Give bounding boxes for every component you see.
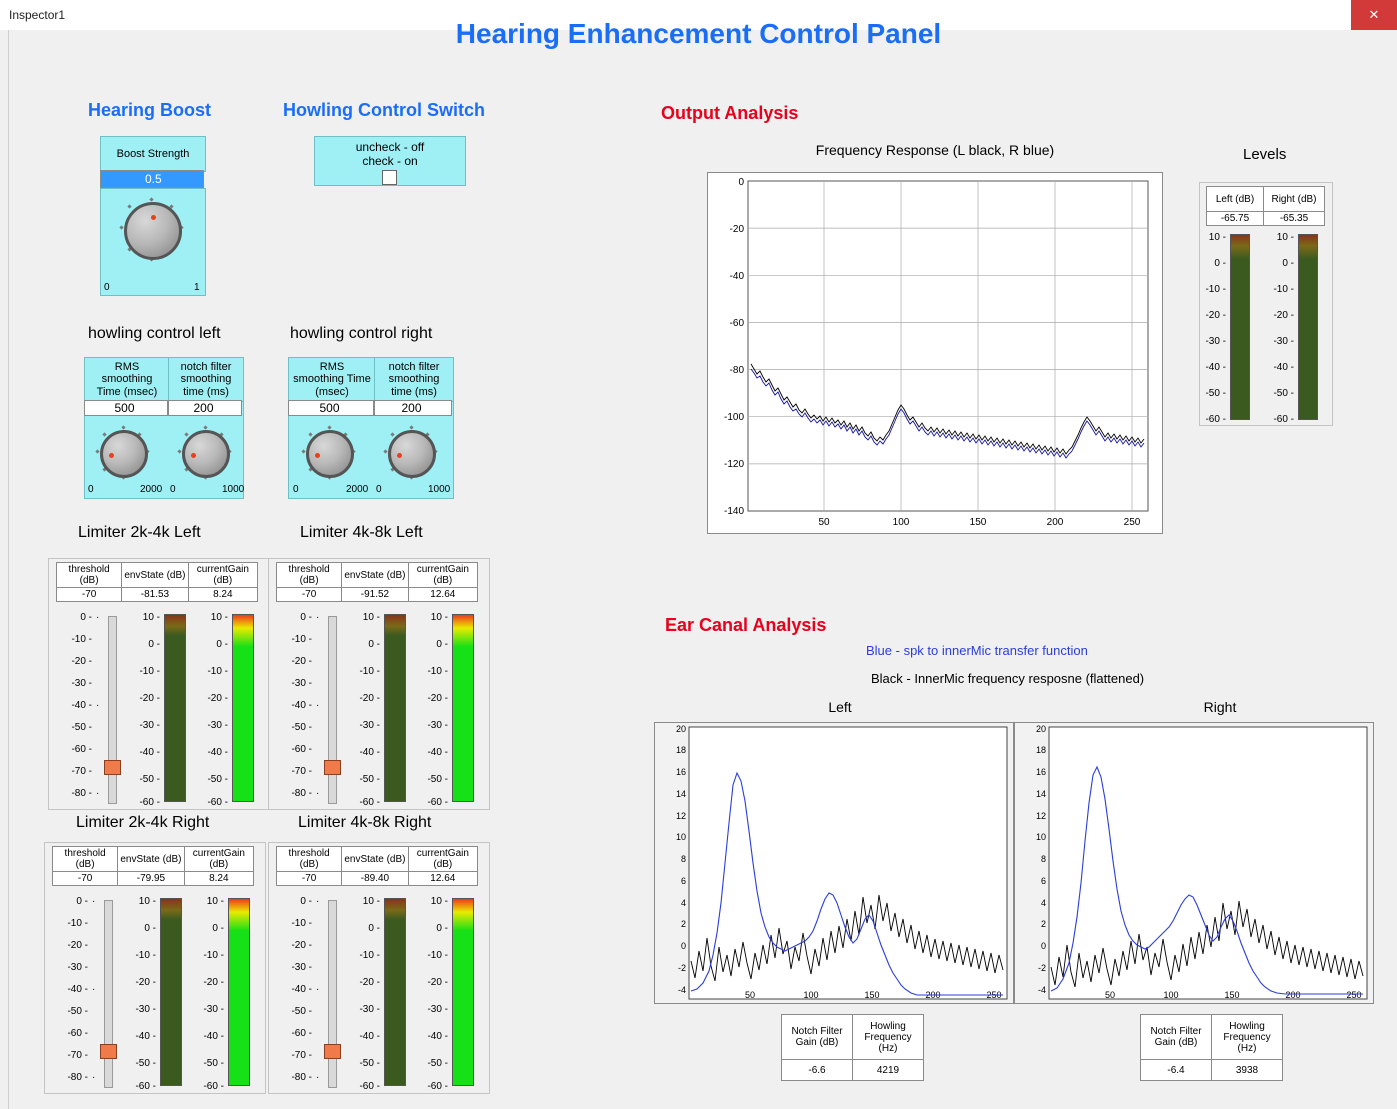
threshold-header: threshold (dB) [53,847,118,872]
envstate-value: -91.52 [342,588,408,602]
notch-right-freq-value: 3938 [1212,1060,1283,1081]
table-row [1207,212,1325,226]
gain-header: currentGain (dB) [408,847,477,872]
limiter-4k8k-left-gain-scale: 10 - 0 - -10 - -20 - -30 - -40 - -50 - -60 - [427,612,448,808]
table-row [277,563,478,588]
envstate-value: -79.95 [118,872,184,886]
howling-right-notch-min: 0 [376,484,382,495]
label-howling-right: howling control right [290,325,433,342]
svg-text:200: 200 [1046,517,1064,528]
limiter-4k8k-right-gain-meter [452,898,474,1086]
section-ear-canal-analysis: Ear Canal Analysis [665,615,827,635]
ear-canal-left-svg [655,723,1013,1003]
page-title: Hearing Enhancement Control Panel [455,18,942,49]
svg-text:16: 16 [675,767,686,777]
svg-text:0: 0 [680,941,686,951]
limiter-4k8k-left-envstate-meter [384,614,406,802]
section-hearing-boost: Hearing Boost [88,100,212,120]
svg-text:18: 18 [1035,745,1046,755]
label-limiter-2k4k-right: Limiter 2k-4k Right [76,814,210,831]
label-limiter-4k8k-left: Limiter 4k-8k Left [300,524,423,541]
notch-left-gain-value: -6.6 [782,1060,853,1081]
howling-left-notch-header [168,357,244,402]
levels-right-header: Right (dB) [1264,187,1325,212]
threshold-header: threshold (dB) [277,563,342,588]
svg-text:16: 16 [1035,767,1046,777]
envstate-header: envState (dB) [118,847,184,872]
limiter-4k8k-left-table [276,562,478,602]
svg-text:50: 50 [1104,990,1116,1000]
howling-switch-line2: check - on [362,154,418,168]
envstate-value: -89.40 [342,872,408,886]
notch-right-freq-header: Howling Frequency (Hz) [1212,1015,1283,1060]
limiter-2k4k-right-envstate-meter [160,898,182,1086]
svg-text:-140: -140 [723,506,744,517]
frequency-response-title: Frequency Response (L black, R blue) [815,142,1055,158]
ear-canal-legend-black: Black - InnerMic frequency resposne (flattened) [871,671,1145,686]
svg-text:-20: -20 [729,224,744,235]
notch-right-table [1140,1014,1283,1081]
notch-right-gain-value: -6.4 [1141,1060,1212,1081]
svg-text:4: 4 [680,898,686,908]
boost-min-label: 0 [104,282,110,293]
limiter-4k8k-left-envstate-scale: 10 - 0 - -10 - -20 - -30 - -40 - -50 - -60 - [359,612,380,808]
table-row [53,872,254,886]
table-row [1141,1015,1283,1060]
levels-left-header: Left (dB) [1207,187,1264,212]
frequency-response-svg [708,173,1162,533]
svg-text:-80: -80 [729,365,744,376]
svg-text:100: 100 [892,517,910,528]
levels-left-meter [1230,234,1250,420]
label-howling-left: howling control left [88,325,221,342]
howling-switch-checkbox[interactable] [382,170,397,185]
boost-strength-header: Boost Strength [100,136,206,172]
svg-text:14: 14 [675,789,686,799]
levels-right-meter [1298,234,1318,420]
limiter-4k8k-right-envstate-scale: 10 - 0 - -10 - -20 - -30 - -40 - -50 - -60 - [359,896,380,1092]
svg-text:2: 2 [680,919,686,929]
threshold-value[interactable]: -70 [277,588,342,602]
howling-right-rms-header-text: RMS smoothing Time (msec) [293,360,371,398]
howling-left-notch-max: 1000 [222,484,245,495]
svg-text:-100: -100 [723,412,744,423]
table-row [277,847,478,872]
envstate-value: -81.53 [122,588,188,602]
howling-right-notch-header-text: notch filter smoothing time (ms) [388,360,440,398]
gain-header: currentGain (dB) [408,563,477,588]
notch-left-freq-value: 4219 [853,1060,924,1081]
howling-left-rms-header [84,357,170,402]
svg-text:250: 250 [1346,990,1362,1000]
svg-text:200: 200 [1285,990,1301,1000]
notch-left-gain-header: Notch Filter Gain (dB) [782,1015,853,1060]
howling-left-rms-max: 2000 [140,484,163,495]
svg-text:10: 10 [1035,832,1046,842]
limiter-2k4k-right-threshold-scale: 0 - -10 - -20 - -30 - -40 - -50 - -60 - -70 - -80 - [67,896,88,1083]
limiter-4k8k-right-gain-scale: 10 - 0 - -10 - -20 - -30 - -40 - -50 - -60 - [427,896,448,1092]
envstate-header: envState (dB) [342,847,408,872]
svg-text:12: 12 [675,811,686,821]
svg-text:-2: -2 [1037,963,1046,973]
svg-text:-2: -2 [677,963,686,973]
gain-header: currentGain (dB) [184,847,253,872]
howling-right-notch-value[interactable]: 200 [374,400,452,416]
svg-text:18: 18 [675,745,686,755]
howling-right-rms-value[interactable]: 500 [288,400,374,416]
threshold-header: threshold (dB) [277,847,342,872]
ear-canal-left-plot [654,722,1014,1004]
label-limiter-2k4k-left: Limiter 2k-4k Left [78,524,201,541]
svg-text:4: 4 [1040,898,1046,908]
gain-header: currentGain (dB) [188,563,257,588]
ear-canal-right-title: Right [1203,699,1237,715]
svg-text:50: 50 [818,517,830,528]
svg-text:0: 0 [738,177,744,188]
svg-text:-60: -60 [729,318,744,329]
limiter-2k4k-right-threshold-thumb[interactable] [100,1044,117,1059]
limiter-4k8k-left-threshold-scale: 0 - -10 - -20 - -30 - -40 - -50 - -60 - -70 - -80 - [291,612,312,799]
ear-canal-right-plot [1014,722,1374,1004]
svg-text:-4: -4 [677,985,686,995]
levels-right-scale: 10 - 0 - -10 - -20 - -30 - -40 - -50 - -60 - [1273,232,1294,425]
svg-text:20: 20 [1035,724,1046,734]
frequency-response-plot [707,172,1163,534]
howling-left-rms-header-text: RMS smoothing Time (msec) [96,360,158,398]
svg-text:100: 100 [803,990,819,1000]
svg-text:8: 8 [1040,854,1046,864]
section-howling-switch: Howling Control Switch [283,100,485,120]
svg-text:250: 250 [986,990,1002,1000]
svg-text:-4: -4 [1037,985,1046,995]
svg-text:-120: -120 [723,459,744,470]
svg-text:2: 2 [1040,919,1046,929]
gain-value: 8.24 [188,588,257,602]
label-levels: Levels [1243,146,1287,163]
levels-left-value: -65.75 [1207,212,1264,226]
limiter-2k4k-right-table [52,846,254,886]
table-row [277,872,478,886]
table-row [57,563,258,588]
howling-right-rms-min: 0 [293,484,299,495]
svg-text:20: 20 [675,724,686,734]
limiter-2k4k-left-threshold-thumb[interactable] [104,760,121,775]
limiter-2k4k-left-table [56,562,258,602]
limiter-2k4k-left-gain-scale: 10 - 0 - -10 - -20 - -30 - -40 - -50 - -60 - [207,612,228,808]
howling-left-notch-value[interactable]: 200 [168,400,242,416]
threshold-header: threshold (dB) [57,563,122,588]
howling-left-rms-value[interactable]: 500 [84,400,168,416]
svg-text:200: 200 [925,990,941,1000]
svg-text:14: 14 [1035,789,1046,799]
svg-text:0: 0 [1040,941,1046,951]
limiter-4k8k-right-envstate-meter [384,898,406,1086]
howling-right-rms-header [288,357,376,402]
svg-text:8: 8 [680,854,686,864]
howling-left-notch-header-text: notch filter smoothing time (ms) [180,360,232,398]
notch-left-table [781,1014,924,1081]
levels-right-value: -65.35 [1264,212,1325,226]
table-row [1207,187,1325,212]
svg-text:10: 10 [675,832,686,842]
gain-value: 12.64 [408,588,477,602]
howling-left-rms-min: 0 [88,484,94,495]
gain-value: 8.24 [184,872,253,886]
ear-canal-legend-blue: Blue - spk to innerMic transfer function [866,643,1088,658]
svg-text:50: 50 [744,990,756,1000]
boost-max-label: 1 [194,282,200,293]
table-row [57,588,258,602]
howling-right-notch-max: 1000 [428,484,451,495]
close-icon[interactable]: ✕ [1351,0,1397,30]
threshold-value[interactable]: -70 [53,872,118,886]
table-row [782,1060,924,1081]
limiter-4k8k-left-threshold-thumb[interactable] [324,760,341,775]
table-row [53,847,254,872]
svg-text:150: 150 [969,517,987,528]
table-row [277,588,478,602]
howling-right-rms-max: 2000 [346,484,369,495]
svg-text:6: 6 [1040,876,1046,886]
limiter-2k4k-right-threshold-track[interactable] [104,900,113,1088]
limiter-4k8k-right-threshold-scale: 0 - -10 - -20 - -30 - -40 - -50 - -60 - -70 - -80 - [291,896,312,1083]
limiter-2k4k-left-threshold-track[interactable] [108,616,117,804]
limiter-2k4k-left-envstate-meter [164,614,186,802]
envstate-header: envState (dB) [122,563,188,588]
limiter-2k4k-right-gain-scale: 10 - 0 - -10 - -20 - -30 - -40 - -50 - -60 - [203,896,224,1092]
section-output-analysis: Output Analysis [661,103,799,123]
limiter-4k8k-right-threshold-track[interactable] [328,900,337,1088]
limiter-2k4k-left-envstate-scale: 10 - 0 - -10 - -20 - -30 - -40 - -50 - -60 - [139,612,160,808]
threshold-value[interactable]: -70 [57,588,122,602]
limiter-4k8k-left-threshold-track[interactable] [328,616,337,804]
limiter-2k4k-right-envstate-scale: 10 - 0 - -10 - -20 - -30 - -40 - -50 - -60 - [135,896,156,1092]
howling-switch-line1: uncheck - off [355,140,425,154]
notch-right-gain-header: Notch Filter Gain (dB) [1141,1015,1212,1060]
levels-table [1206,186,1325,226]
svg-text:250: 250 [1123,517,1141,528]
svg-text:6: 6 [680,876,686,886]
limiter-2k4k-left-threshold-scale: 0 - -10 - -20 - -30 - -40 - -50 - -60 - -70 - -80 - [71,612,92,799]
limiter-4k8k-left-gain-meter [452,614,474,802]
gain-value: 12.64 [408,872,477,886]
limiter-2k4k-left-gain-meter [232,614,254,802]
table-row [782,1015,924,1060]
window-title: Inspector1 [9,8,66,22]
levels-left-scale: 10 - 0 - -10 - -20 - -30 - -40 - -50 - -60 - [1205,232,1226,425]
label-limiter-4k8k-right: Limiter 4k-8k Right [298,814,432,831]
howling-right-notch-header [374,357,454,402]
svg-text:12: 12 [1035,811,1046,821]
limiter-2k4k-right-gain-meter [228,898,250,1086]
howling-left-notch-min: 0 [170,484,176,495]
svg-text:-40: -40 [729,271,744,282]
notch-left-freq-header: Howling Frequency (Hz) [853,1015,924,1060]
threshold-value[interactable]: -70 [277,872,342,886]
envstate-header: envState (dB) [342,563,408,588]
table-row [1141,1060,1283,1081]
svg-text:100: 100 [1163,990,1179,1000]
limiter-4k8k-right-table [276,846,478,886]
svg-text:150: 150 [864,990,880,1000]
boost-strength-value[interactable]: 0.5 [100,170,204,188]
ear-canal-right-svg [1015,723,1373,1003]
svg-text:150: 150 [1224,990,1240,1000]
limiter-4k8k-right-threshold-thumb[interactable] [324,1044,341,1059]
ear-canal-left-title: Left [828,699,852,715]
